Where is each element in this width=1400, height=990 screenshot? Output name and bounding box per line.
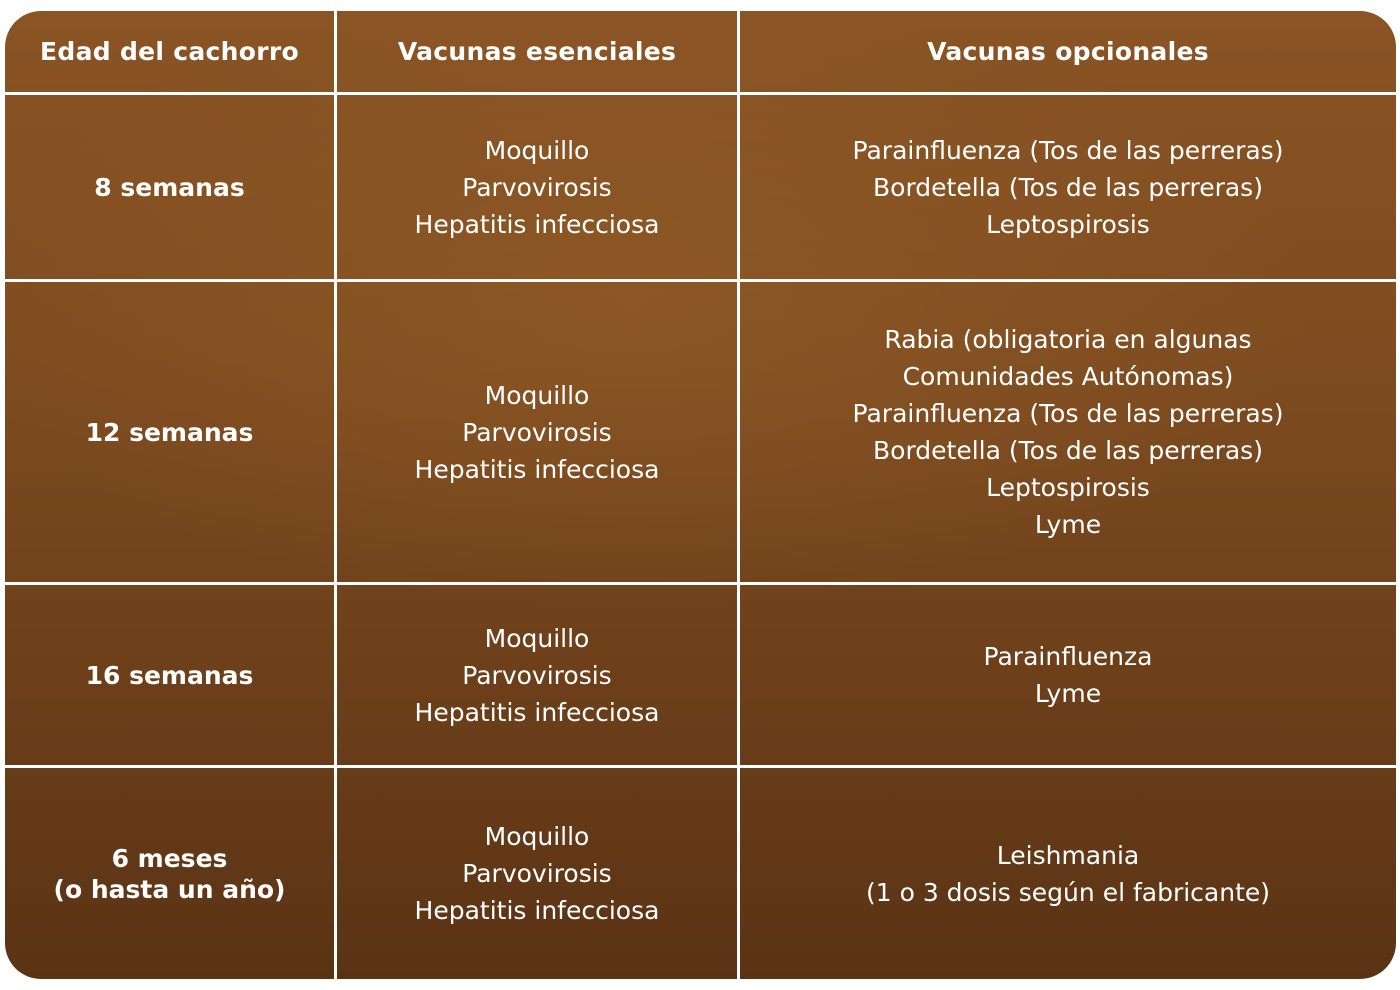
row-2-essential [337, 282, 740, 585]
optional-item: Leptospirosis [986, 473, 1150, 502]
age-line: (o hasta un año) [53, 874, 286, 904]
row-1-age [5, 95, 337, 282]
essential-item: Parvovirosis [462, 859, 612, 888]
essential-item: Moquillo [484, 623, 590, 653]
row-2-age [5, 282, 337, 585]
optional-item: Lyme [1034, 510, 1102, 539]
header-optional-vaccines: Vacunas opcionales [740, 11, 1396, 95]
row-3-essential [337, 585, 740, 768]
age-line: 8 semanas [94, 172, 245, 202]
header-essential-vaccines: Vacunas esenciales [337, 11, 740, 95]
essential-item: Parvovirosis [462, 417, 612, 447]
optional-item: Comunidades Autónomas) [902, 362, 1234, 391]
age-line: 16 semanas [85, 660, 254, 690]
essential-item: Hepatitis infecciosa [414, 454, 660, 484]
optional-item: Bordetella (Tos de las perreras) [873, 436, 1263, 465]
vaccination-table [5, 11, 1396, 979]
optional-item: Parainfluenza (Tos de las perreras) [852, 399, 1284, 428]
essential-item: Parvovirosis [462, 172, 612, 202]
optional-item: Leishmania [996, 840, 1140, 870]
optional-item: Leptospirosis [986, 209, 1150, 239]
table-grid [5, 11, 1396, 979]
row-3-age [5, 585, 337, 768]
essential-item: Moquillo [484, 380, 590, 410]
row-4-essential [337, 768, 740, 979]
optional-item: Parainfluenza (Tos de las perreras) [852, 135, 1284, 165]
row-4-age [5, 768, 337, 979]
essential-item: Parvovirosis [462, 660, 612, 690]
essential-item: Hepatitis infecciosa [414, 209, 660, 239]
essential-item: Moquillo [484, 822, 590, 851]
age-line: 6 meses [111, 843, 228, 873]
essential-item: Hepatitis infecciosa [414, 896, 660, 925]
optional-item: Lyme [1034, 679, 1102, 708]
optional-item: (1 o 3 dosis según el fabricante) [865, 877, 1271, 907]
row-3-optional [740, 585, 1396, 768]
row-1-essential [337, 95, 740, 282]
essential-item: Hepatitis infecciosa [414, 697, 660, 727]
optional-item: Rabia (obligatoria en algunas [884, 325, 1252, 354]
row-4-optional [740, 768, 1396, 979]
optional-item: Bordetella (Tos de las perreras) [873, 172, 1263, 202]
essential-item: Moquillo [484, 135, 590, 165]
optional-item: Parainfluenza [983, 642, 1153, 671]
row-2-optional [740, 282, 1396, 585]
header-age: Edad del cachorro [5, 11, 337, 95]
row-1-optional [740, 95, 1396, 282]
age-line: 12 semanas [85, 417, 254, 447]
